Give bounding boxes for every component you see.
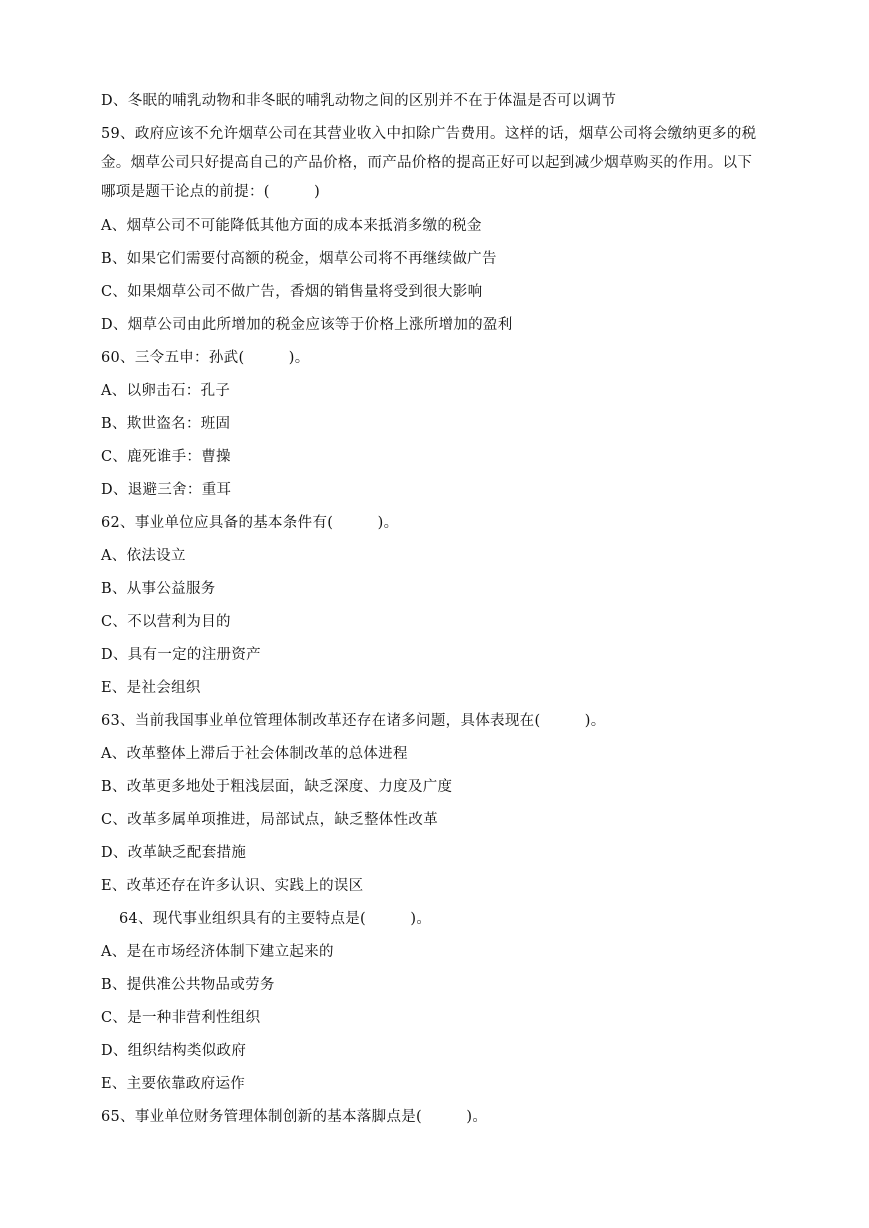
option-line: C、改革多属单项推进，局部试点，缺乏整体性改革 — [101, 812, 438, 828]
option-line: E、改革还存在许多认识、实践上的误区 — [101, 878, 364, 894]
option-line: D、改革缺乏配套措施 — [101, 845, 247, 861]
question-64: 64、现代事业组织具有的主要特点是( )。 — [119, 911, 432, 927]
question-62: 62、事业单位应具备的基本条件有( )。 — [101, 515, 399, 531]
question-60: 60、三令五申：孙武( )。 — [101, 350, 310, 366]
option-line: B、提供准公共物品或劳务 — [101, 977, 275, 993]
question-63: 63、当前我国事业单位管理体制改革还存在诸多问题，具体表现在( )。 — [101, 713, 606, 729]
question-65: 65、事业单位财务管理体制创新的基本落脚点是( )。 — [101, 1109, 488, 1125]
option-line: D、退避三舍：重耳 — [101, 482, 232, 498]
option-line: A、以卵击石：孔子 — [101, 383, 231, 399]
option-line: B、从事公益服务 — [101, 581, 216, 597]
option-line: E、是社会组织 — [101, 680, 201, 696]
option-line: A、改革整体上滞后于社会体制改革的总体进程 — [101, 746, 408, 762]
option-line: E、主要依靠政府运作 — [101, 1076, 246, 1092]
option-line: A、烟草公司不可能降低其他方面的成本来抵消多缴的税金 — [101, 218, 482, 234]
question-59-line-2: 金。烟草公司只好提高自己的产品价格，而产品价格的提高正好可以起到减少烟草购买的作用。以下 — [101, 155, 753, 171]
option-line: A、依法设立 — [101, 548, 186, 564]
option-line: A、是在市场经济体制下建立起来的 — [101, 944, 334, 960]
question-59-line-3: 哪项是题干论点的前提：( ) — [101, 184, 321, 200]
option-line: D、组织结构类似政府 — [101, 1043, 247, 1059]
option-line: B、欺世盗名：班固 — [101, 416, 231, 432]
option-line: C、不以营利为目的 — [101, 614, 231, 630]
option-line: D、具有一定的注册资产 — [101, 647, 261, 663]
option-line: C、鹿死谁手：曹操 — [101, 449, 231, 465]
option-line: B、如果它们需要付高额的税金，烟草公司将不再继续做广告 — [101, 251, 497, 267]
option-line: D、烟草公司由此所增加的税金应该等于价格上涨所增加的盈利 — [101, 317, 513, 333]
option-line: C、如果烟草公司不做广告，香烟的销售量将受到很大影响 — [101, 284, 483, 300]
option-line: B、改革更多地处于粗浅层面，缺乏深度、力度及广度 — [101, 779, 453, 795]
option-line: D、冬眠的哺乳动物和非冬眠的哺乳动物之间的区别并不在于体温是否可以调节 — [101, 93, 617, 109]
option-line: C、是一种非营利性组织 — [101, 1010, 261, 1026]
question-59-line-1: 59、政府应该不允许烟草公司在其营业收入中扣除广告费用。这样的话，烟草公司将会缴纳更多的税 — [101, 126, 757, 142]
